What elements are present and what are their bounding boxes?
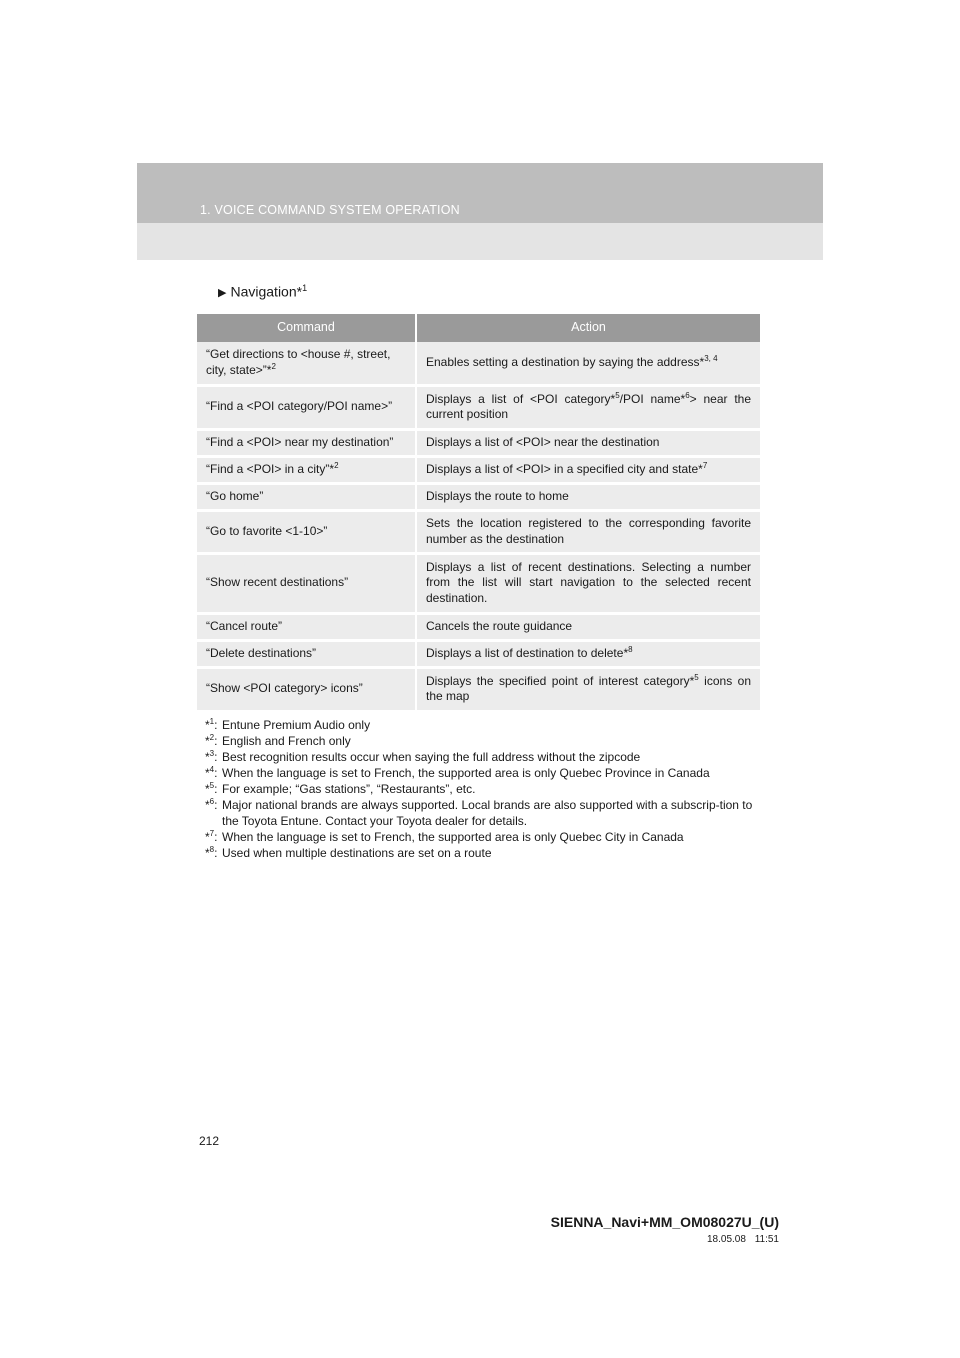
action-cell: Displays a list of recent destinations. Selecting a number from the list will start navigation to the selected recent destination.	[416, 553, 760, 613]
table-row	[197, 553, 760, 613]
action-cell: Displays a list of <POI> near the destination	[416, 429, 760, 456]
table-row	[197, 342, 760, 385]
command-cell: “Find a <POI> in a city”*$^2$	[197, 456, 416, 483]
command-cell: “Cancel route”	[197, 613, 416, 640]
table-row	[197, 483, 760, 510]
footnote: *$^7$: When the language is set to French, the supported area is only Quebec City in Canada	[205, 829, 684, 844]
footnotes	[205, 717, 765, 861]
column-header-command: Command	[197, 314, 416, 342]
header-bar	[137, 163, 823, 223]
table-row	[197, 456, 760, 483]
action-cell: Sets the location registered to the corresponding favorite number as the destination	[416, 510, 760, 553]
footnote: *$^8$: Used when multiple destinations are set on a route	[205, 845, 492, 860]
footnote: *$^5$: For example; “Gas stations”, “Restaurants”, etc.	[205, 781, 476, 796]
voice-command-table	[197, 314, 760, 713]
command-cell: “Show recent destinations”	[197, 553, 416, 613]
footnote: *$^4$: When the language is set to French, the supported area is only Quebec Province in Canada	[205, 765, 710, 780]
action-cell: Displays a list of <POI category*$^5$/POI name*$^6$> near the current position	[416, 385, 760, 429]
table-row	[197, 429, 760, 456]
command-cell: “Delete destinations”	[197, 640, 416, 667]
document-id: SIENNA_Navi+MM_OM08027U_(U)	[550, 1214, 779, 1230]
section-title: 1. VOICE COMMAND SYSTEM OPERATION	[200, 203, 460, 217]
table-row	[197, 667, 760, 711]
action-cell: Cancels the route guidance	[416, 613, 760, 640]
action-cell: Displays a list of <POI> in a specified city and state*$^7$	[416, 456, 760, 483]
action-cell: Displays the route to home	[416, 483, 760, 510]
footnote-ref: 1	[302, 283, 308, 293]
command-cell: “Find a <POI> near my destination”	[197, 429, 416, 456]
document-timestamp: 18.05.08 11:51	[707, 1234, 779, 1245]
table-row	[197, 613, 760, 640]
triangle-right-icon: ▶	[218, 286, 227, 299]
table-row	[197, 640, 760, 667]
table-row	[197, 385, 760, 429]
command-cell: “Go home”	[197, 483, 416, 510]
table-header-row	[197, 314, 760, 342]
action-cell: Displays the specified point of interest category*$^5$ icons on the map	[416, 667, 760, 711]
command-cell: “Show <POI category> icons”	[197, 667, 416, 711]
table-row	[197, 510, 760, 553]
action-cell: Displays a list of destination to delete*$^8$	[416, 640, 760, 667]
footnote: *$^6$: Major national brands are always supported. Local brands are also supported with a subscrip-tion to the Toyota Entune. Contact your Toyota dealer for details.	[205, 797, 753, 828]
command-cell: “Get directions to <house #, street, city, state>”*$^2$	[197, 342, 416, 385]
command-cell: “Go to favorite <1-10>”	[197, 510, 416, 553]
subsection-heading	[218, 283, 307, 300]
command-cell: “Find a <POI category/POI name>”	[197, 385, 416, 429]
footnote: *$^2$: English and French only	[205, 733, 351, 748]
column-header-action: Action	[416, 314, 760, 342]
footnote: *$^1$: Entune Premium Audio only	[205, 717, 371, 732]
page-number: 212	[199, 1134, 220, 1148]
subsection-heading-text: Navigation*	[230, 283, 303, 300]
action-cell: Enables setting a destination by saying the address*$^{3, 4}$	[416, 342, 760, 385]
header-band	[137, 163, 823, 260]
footnote: *$^3$: Best recognition results occur when saying the full address without the zipcode	[205, 749, 641, 764]
